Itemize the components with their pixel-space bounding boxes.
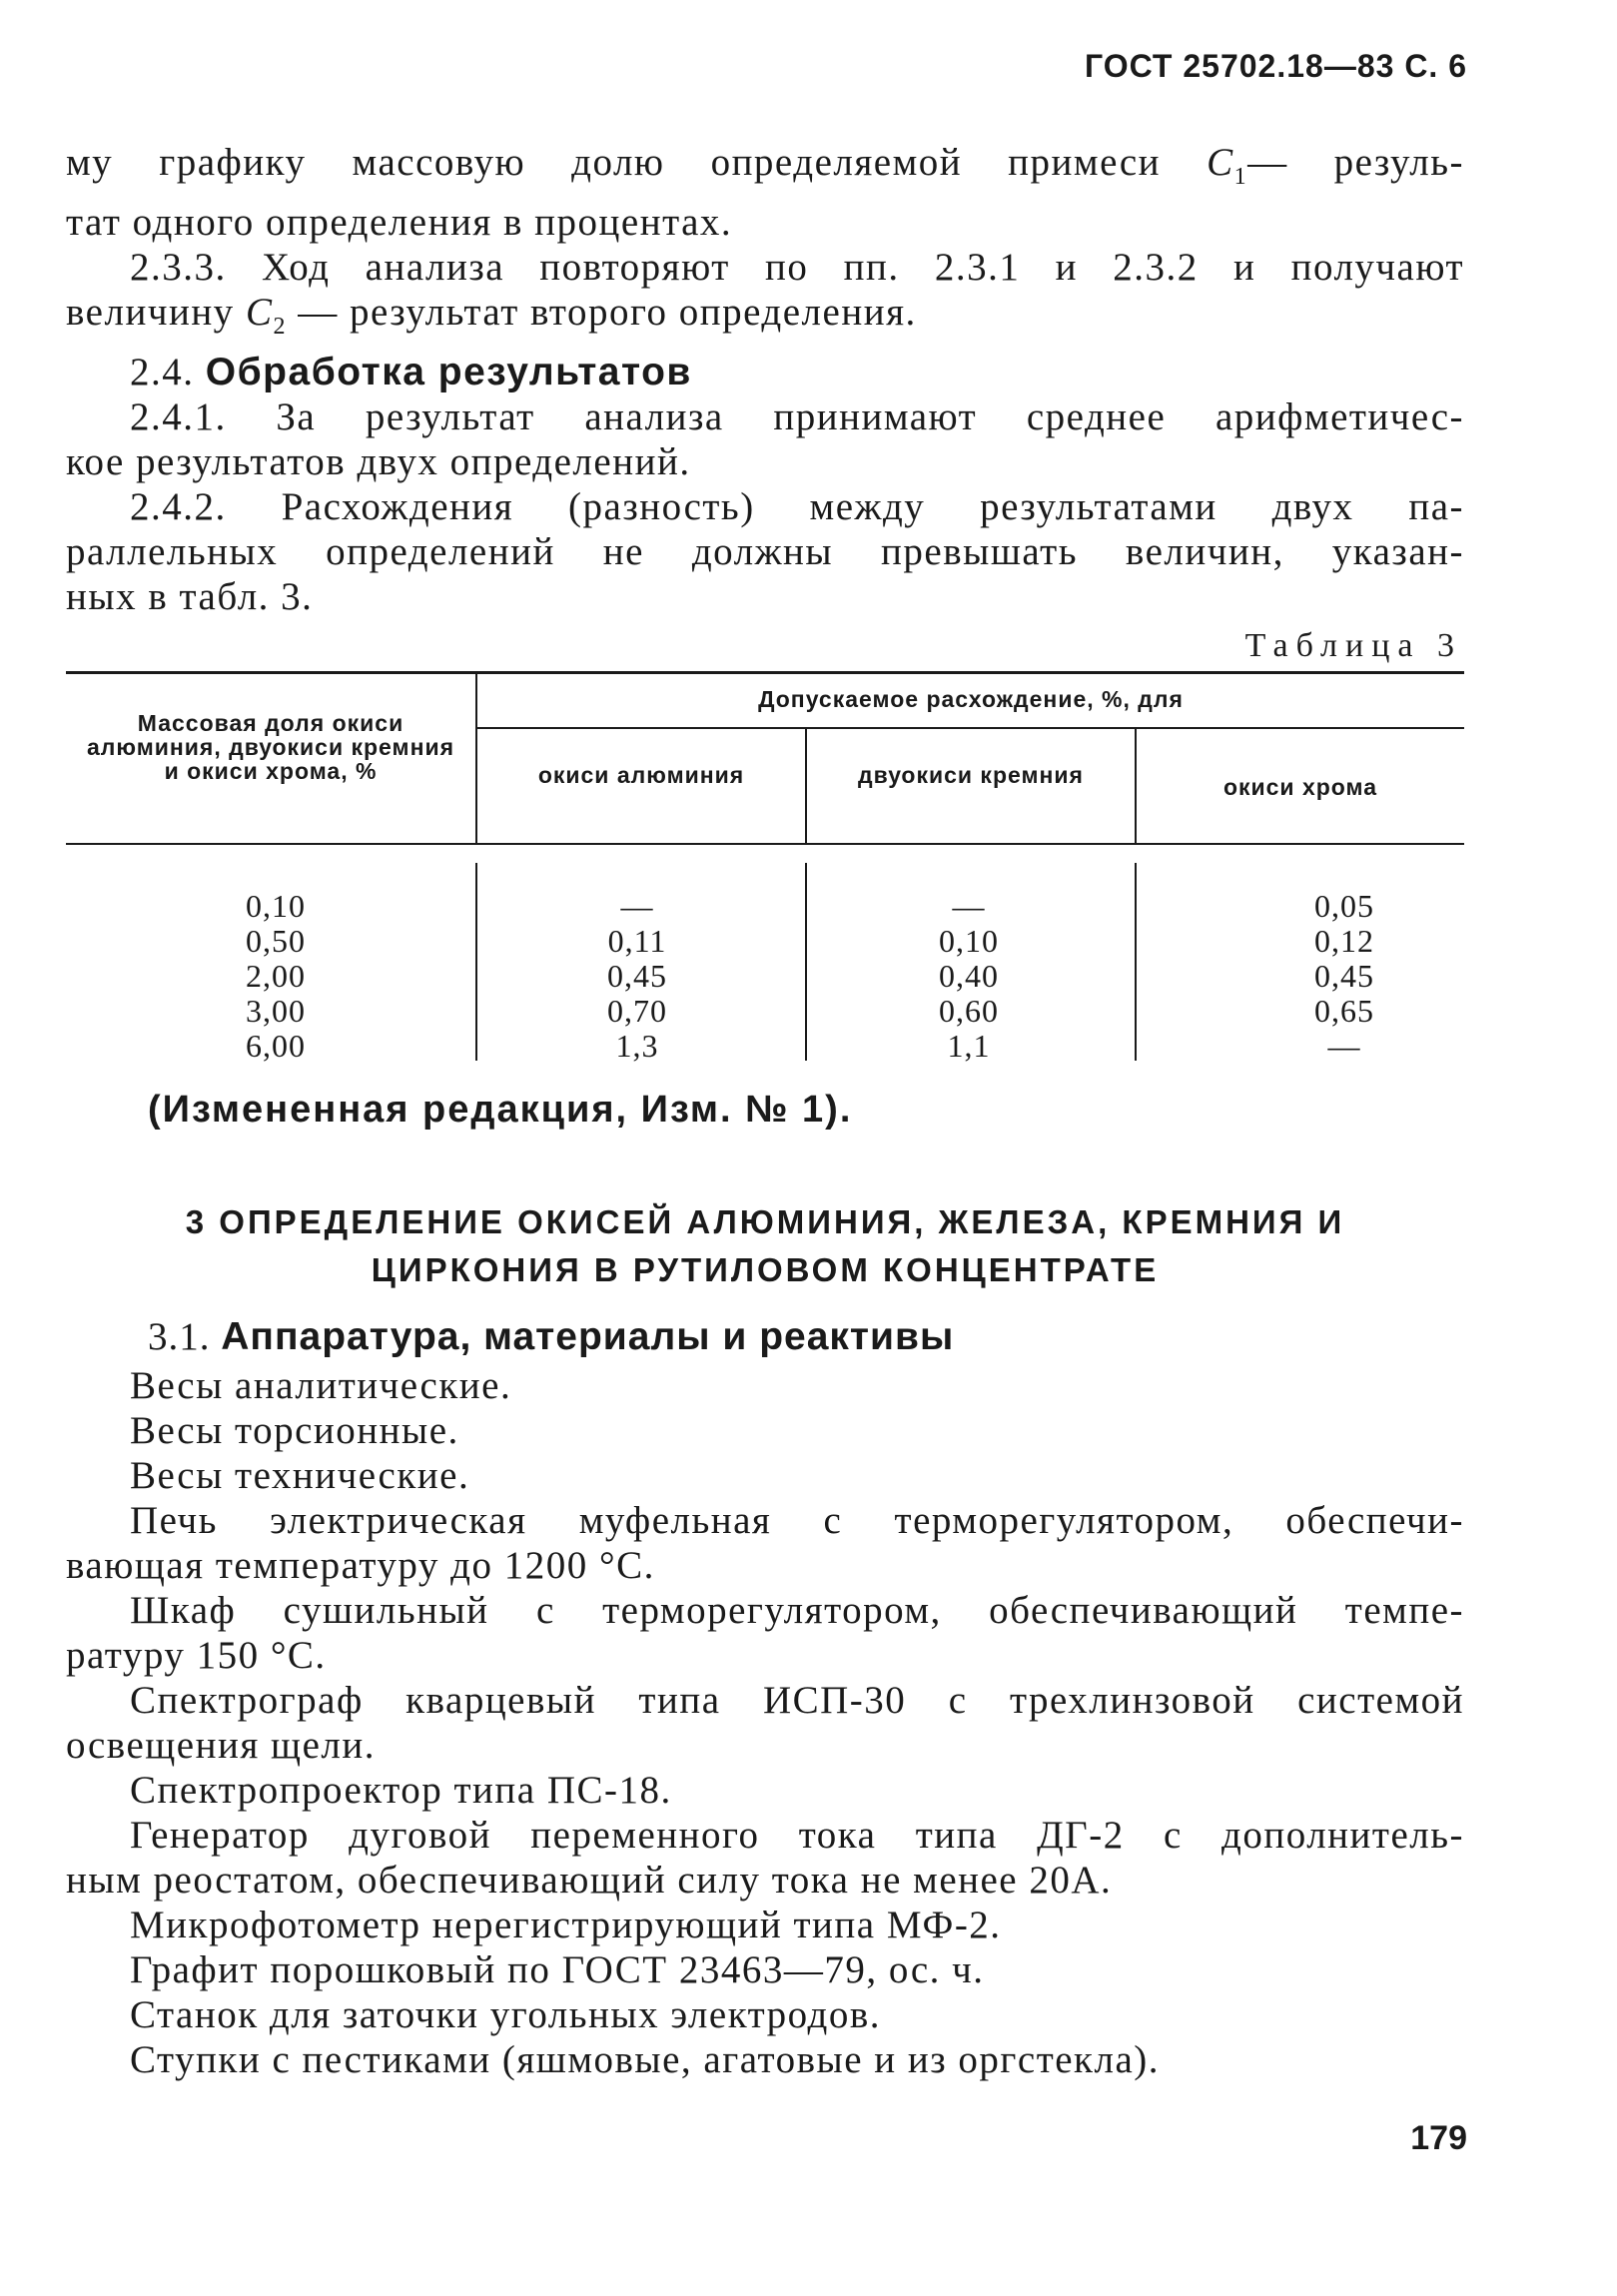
table-divider [475,863,477,1061]
table-cell: 1,3 [615,1028,659,1064]
paragraph-line: 2.4.2. Расхождения (разность) между результатами двух па- [130,484,1464,528]
table-divider [805,863,807,1061]
list-item: Графит порошковый по ГОСТ 23463—79, ос. ч. [130,1948,985,1991]
list-item: Ступки с пестиками (яшмовые, агатовые и из оргстекла). [130,2038,1161,2081]
list-item: Спектрограф кварцевый типа ИСП-30 с трехлинзовой системой [130,1679,1464,1722]
table-cell: 0,40 [939,958,999,994]
table-column-mass [216,889,336,1064]
subsection-heading-3-1: 3.1. Аппаратура, материалы и реактивы [148,1315,955,1358]
paragraph-line: 2.4.1. За результат анализа принимают среднее арифметичес- [130,394,1464,438]
table-cell: 0,50 [246,923,306,959]
table-cell: 0,45 [607,958,667,994]
list-item: Станок для заточки угольных электродов. [130,1993,882,2036]
table-cell: 6,00 [246,1028,306,1064]
paragraph-line: му графику массовую долю определяемой примеси $C_1—$ резуль- [66,141,1464,190]
list-item: освещения щели. [66,1724,376,1767]
list-item: Весы торсионные. [130,1409,459,1452]
table-group-rule [477,727,1464,729]
table-cell: 1,1 [947,1028,991,1064]
list-item: ратуру 150 °С. [66,1634,327,1677]
table-3 [66,671,1464,1071]
section-3-title: 3 ОПРЕДЕЛЕНИЕ ОКИСЕЙ АЛЮМИНИЯ, ЖЕЛЕЗА, КРЕМНИЯ И ЦИРКОНИЯ В РУТИЛОВОМ КОНЦЕНТРАТЕ [185,1203,1345,1288]
table-cell: 2,00 [246,958,306,994]
table-cell: 0,70 [607,993,667,1029]
paragraph-line: тат одного определения в процентах. [66,200,733,244]
list-item: Шкаф сушильный с терморегулятором, обеспечивающий темпе- [130,1589,1464,1632]
list-item: Микрофотометр нерегистрирующий типа МФ-2. [130,1904,1002,1946]
table-caption: Таблица 3 [1244,627,1462,664]
page-header: ГОСТ 25702.18—83 С. 6 [1085,48,1467,84]
list-item: Весы аналитические. [130,1364,512,1407]
table-column-al [577,889,697,1064]
table-top-rule [66,671,1464,674]
table-cell: 0,60 [939,993,999,1029]
table-header-group: Допускаемое расхождение, %, для [758,686,1184,712]
table-cell: 0,05 [1314,888,1374,924]
table-cell: 0,45 [1314,958,1374,994]
table-header-al: окиси алюминия [537,762,745,788]
table-column-cr [1284,889,1404,1064]
table-cell: 0,11 [607,923,667,959]
equipment-list [66,1363,1464,2082]
table-divider [1135,863,1137,1061]
paragraph-line: ных в табл. 3. [66,574,314,618]
table-cell: 0,65 [1314,993,1374,1029]
table-cell: — [952,888,986,924]
list-item: Спектропроектор типа ПС-18. [130,1769,672,1812]
subsection-heading-2-4: 2.4. Обработка результатов [130,350,692,393]
table-cell: 0,12 [1314,923,1374,959]
paragraph-line: раллельных определений не должны превышать величин, указан- [66,529,1464,573]
table-header-cr: окиси хрома [1222,774,1378,800]
table-column-si [909,889,1029,1064]
list-item: Весы технические. [130,1454,470,1497]
table-cell: 0,10 [246,888,306,924]
table-cell: 0,10 [939,923,999,959]
list-item: Генератор дуговой переменного тока типа ДГ-2 с дополнитель- [130,1814,1464,1857]
paragraph-line: 2.3.3. Ход анализа повторяют по пп. 2.3.1 и 2.3.2 и получают [130,245,1464,289]
table-header-mass-fraction: Массовая доля окиси алюминия, двуокиси кремния и окиси хрома, % [86,710,455,784]
table-header-si: двуокиси кремния [858,762,1084,788]
paragraph-line: кое результатов двух определений. [66,439,691,483]
page-number: 179 [1410,2119,1467,2157]
table-cell: — [620,888,654,924]
list-item: ным реостатом, обеспечивающий силу тока не менее 20А. [66,1859,1113,1902]
list-item: вающая температуру до 1200 °С. [66,1544,655,1587]
list-item: Печь электрическая муфельная с терморегулятором, обеспечи- [130,1499,1464,1542]
amendment-note: (Измененная редакция, Изм. № 1). [148,1089,853,1131]
table-cell: — [1327,1028,1361,1064]
paragraph-block-top [66,140,1464,619]
table-cell: 3,00 [246,993,306,1029]
paragraph-line: величину $C_2$ — результат второго определения. [66,290,917,340]
table-header-rule [66,843,1464,845]
